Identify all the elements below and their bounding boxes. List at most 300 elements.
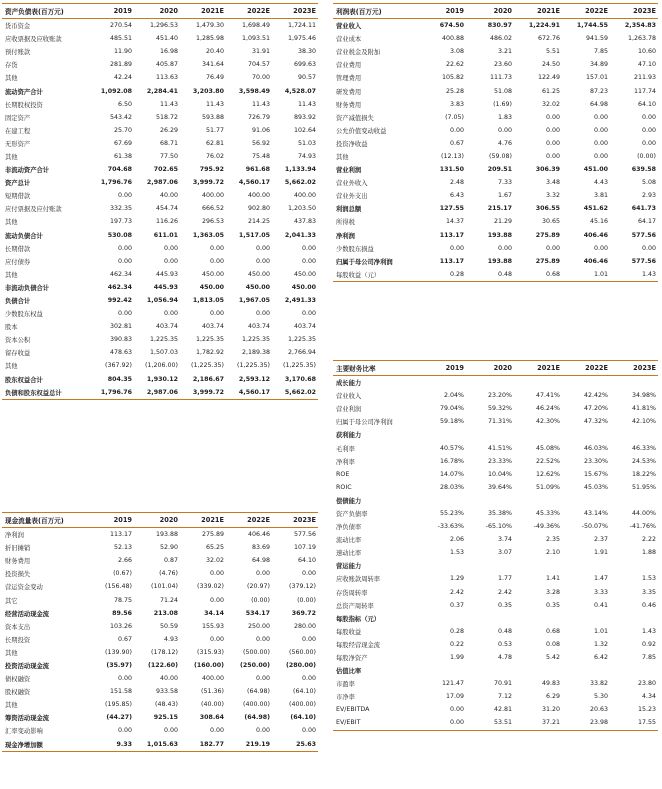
- cell-value: 83.69: [251, 544, 270, 552]
- table-row: [2, 281, 318, 294]
- cell-value: 1.77: [497, 575, 512, 583]
- cell-value: [610, 612, 658, 625]
- cell-value: 34.14: [204, 609, 224, 617]
- row-label: 其他: [5, 75, 18, 83]
- cell-value: -49.36%: [533, 523, 560, 531]
- row-label: 财务费用: [336, 101, 362, 109]
- cell-value: 1,507.03: [149, 349, 178, 357]
- cell-value: 674.50: [439, 22, 464, 30]
- cell-value: 7.33: [497, 179, 512, 187]
- cell-value: 121.47: [441, 680, 464, 688]
- cell-value: 0.68: [514, 268, 562, 282]
- table-row: [2, 541, 318, 554]
- cell-value: 39.64%: [487, 483, 512, 491]
- cell-value: 24.53%: [631, 457, 656, 465]
- table-row: [2, 268, 318, 281]
- cell-value: [466, 664, 514, 677]
- cell-value: 2,987.06: [146, 179, 178, 187]
- table-row: [2, 659, 318, 672]
- table-row: [333, 124, 658, 137]
- cell-value: 2,186.67: [192, 375, 224, 383]
- section-row: [333, 376, 658, 390]
- row-label: 资产减值损失: [336, 114, 374, 122]
- table-row: [333, 625, 658, 638]
- cell-value: 450.00: [201, 270, 224, 278]
- cell-value: 0.00: [449, 706, 464, 714]
- cell-value: 0.37: [449, 601, 464, 609]
- cell-value: 941.59: [585, 35, 608, 43]
- cell-value: [610, 494, 658, 507]
- table-row: [333, 586, 658, 599]
- cell-value: [610, 664, 658, 677]
- cell-value: 593.88: [201, 113, 224, 121]
- cell-value: 462.34: [107, 283, 132, 291]
- year-header: 2020: [134, 513, 180, 528]
- cell-value: (280.00): [285, 661, 316, 669]
- cell-value: 5,662.02: [284, 179, 316, 187]
- row-label: 营业收入: [336, 23, 362, 31]
- cell-value: (500.00): [243, 648, 270, 656]
- cell-value: 726.79: [247, 113, 270, 121]
- cell-value: 59.18%: [439, 418, 464, 426]
- cell-value: [562, 559, 610, 572]
- cell-value: 1,724.11: [287, 22, 316, 30]
- cell-value: 666.52: [201, 205, 224, 213]
- section-row: [333, 664, 658, 677]
- cell-value: 64.98: [589, 100, 608, 108]
- table-row: [2, 738, 318, 752]
- cell-value: 405.87: [155, 61, 178, 69]
- cell-value: 64.17: [637, 218, 656, 226]
- cell-value: 0.00: [301, 310, 316, 318]
- table-header: [333, 4, 658, 19]
- cell-value: 74.93: [297, 152, 316, 160]
- cell-value: (560.00): [289, 648, 316, 656]
- cell-value: (160.00): [193, 661, 224, 669]
- row-label: 其他: [5, 153, 18, 161]
- cell-value: 32.02: [541, 100, 560, 108]
- cell-value: 641.73: [631, 205, 656, 213]
- cell-value: 182.77: [180, 738, 226, 752]
- row-label: 流动负债合计: [5, 232, 43, 240]
- cell-value: 0.00: [209, 570, 224, 578]
- row-label: 非流动负债合计: [5, 284, 50, 292]
- row-label: 每股经营现金流: [336, 641, 381, 649]
- cell-value: 107.19: [293, 544, 316, 552]
- cell-value: [562, 376, 610, 390]
- cell-value: 1,479.30: [195, 22, 224, 30]
- cell-value: 18.22%: [631, 470, 656, 478]
- cell-value: 47.32%: [583, 418, 608, 426]
- cell-value: 37.21: [514, 716, 562, 730]
- cell-value: 0.00: [117, 727, 132, 735]
- cell-value: 209.51: [487, 166, 512, 174]
- cell-value: 1,930.12: [146, 375, 178, 383]
- cell-value: 2.66: [117, 557, 132, 565]
- cell-value: 250.00: [247, 622, 270, 630]
- table-row: [2, 32, 318, 45]
- cell-value: 213.08: [153, 609, 178, 617]
- cell-value: 1.01: [593, 627, 608, 635]
- cell-value: 4,560.17: [226, 386, 272, 400]
- cell-value: 25.70: [113, 126, 132, 134]
- cell-value: 2,354.83: [624, 22, 656, 30]
- row-label: 营业成本: [336, 36, 362, 44]
- table-title: 主要财务比率: [333, 361, 418, 376]
- cell-value: 0.00: [301, 257, 316, 265]
- cell-value: 390.83: [109, 336, 132, 344]
- cell-value: 64.10: [637, 100, 656, 108]
- cell-value: 450.00: [199, 283, 224, 291]
- cell-value: 0.00: [593, 244, 608, 252]
- cell-value: [610, 428, 658, 441]
- cell-value: 51.08: [493, 87, 512, 95]
- table-row: [2, 593, 318, 606]
- row-label: 长期投资: [5, 636, 31, 644]
- cell-value: 70.91: [493, 680, 512, 688]
- row-label: 股权融资: [5, 689, 31, 697]
- cell-value: 44.00%: [631, 509, 656, 517]
- cell-value: 0.48: [497, 627, 512, 635]
- cell-value: 543.42: [109, 113, 132, 121]
- cell-value: 0.00: [545, 152, 560, 160]
- cell-value: 1.67: [497, 192, 512, 200]
- cell-value: 933.58: [155, 688, 178, 696]
- cell-value: 71.31%: [487, 418, 512, 426]
- cell-value: 3.81: [593, 192, 608, 200]
- cell-value: 4.78: [497, 654, 512, 662]
- cell-value: 1,796.76: [88, 386, 134, 400]
- cell-value: 23.60: [493, 61, 512, 69]
- row-label: 货币资金: [5, 23, 31, 31]
- cell-value: 0.00: [255, 310, 270, 318]
- year-header: 2019: [418, 361, 466, 376]
- cell-value: 53.51: [466, 716, 514, 730]
- table-row: [2, 373, 318, 386]
- cell-value: 0.00: [497, 244, 512, 252]
- table-title: 利润表(百万元): [333, 4, 418, 19]
- cell-value: 59.32%: [487, 405, 512, 413]
- cell-value: (0.00): [251, 596, 270, 604]
- cell-value: (51.36): [201, 688, 224, 696]
- cell-value: -33.63%: [437, 523, 464, 531]
- cell-value: 193.88: [487, 257, 512, 265]
- cell-value: 26.29: [159, 126, 178, 134]
- cell-value: 1,782.92: [195, 349, 224, 357]
- table-row: [2, 672, 318, 685]
- cell-value: (59.08): [489, 152, 512, 160]
- cell-value: 403.74: [201, 323, 224, 331]
- cell-value: (367.92): [105, 362, 132, 370]
- cell-value: 804.35: [107, 375, 132, 383]
- cell-value: 1.53: [641, 575, 656, 583]
- cell-value: [562, 612, 610, 625]
- table-row: [333, 98, 658, 111]
- cell-value: 131.50: [439, 166, 464, 174]
- cell-value: 0.00: [163, 244, 178, 252]
- cell-value: 0.92: [641, 640, 656, 648]
- cell-value: 1,285.98: [195, 35, 224, 43]
- cell-value: 795.92: [199, 166, 224, 174]
- cell-value: 0.00: [117, 257, 132, 265]
- cell-value: 30.65: [541, 218, 560, 226]
- cell-value: 0.00: [418, 716, 466, 730]
- row-label: 营业外收入: [336, 180, 368, 188]
- cell-value: 33.82: [589, 680, 608, 688]
- cell-value: 280.00: [293, 622, 316, 630]
- table-row: [333, 163, 658, 176]
- table-row: [2, 711, 318, 724]
- row-label: 归属于母公司净利润: [336, 258, 393, 266]
- cell-value: 1.47: [593, 575, 608, 583]
- cell-value: 3.07: [497, 549, 512, 557]
- cell-value: 1,224.91: [528, 22, 560, 30]
- cell-value: 14.07%: [439, 470, 464, 478]
- cell-value: 1,225.35: [287, 336, 316, 344]
- cell-value: 6.42: [593, 654, 608, 662]
- row-label: 非流动资产合计: [5, 167, 50, 175]
- cell-value: 77.50: [159, 152, 178, 160]
- cell-value: 42.30%: [535, 418, 560, 426]
- cell-value: 31.20: [541, 706, 560, 714]
- cell-value: 5.51: [545, 48, 560, 56]
- cell-value: 45.08%: [535, 444, 560, 452]
- table-row: [2, 528, 318, 542]
- table-row: [2, 176, 318, 189]
- cell-value: 87.23: [589, 87, 608, 95]
- cell-value: 1.43: [641, 627, 656, 635]
- year-header: 2021E: [514, 4, 562, 19]
- table-row: [2, 580, 318, 593]
- cell-value: 4.93: [163, 635, 178, 643]
- cell-value: 2,593.12: [238, 375, 270, 383]
- cell-value: 15.67%: [583, 470, 608, 478]
- cell-value: (0.00): [637, 152, 656, 160]
- cell-value: 1.91: [593, 549, 608, 557]
- cell-value: 1,092.08: [100, 87, 132, 95]
- row-label: 每股净资产: [336, 655, 368, 663]
- cell-value: 151.58: [109, 688, 132, 696]
- row-label: 存货周转率: [336, 589, 368, 597]
- cell-value: 42.10%: [631, 418, 656, 426]
- table-row: [2, 163, 318, 176]
- cell-value: 35.38%: [487, 509, 512, 517]
- row-label: 存货: [5, 62, 18, 70]
- cell-value: [466, 559, 514, 572]
- cell-value: (339.02): [197, 583, 224, 591]
- row-label: 营业利润: [336, 406, 362, 414]
- cell-value: 113.63: [155, 74, 178, 82]
- cell-value: (156.48): [105, 583, 132, 591]
- row-label: 负债合计: [5, 298, 31, 306]
- cell-value: (122.60): [147, 661, 178, 669]
- cell-value: 16.78%: [439, 457, 464, 465]
- cell-value: (0.67): [113, 570, 132, 578]
- cell-value: 0.00: [255, 635, 270, 643]
- cell-value: 1.99: [449, 654, 464, 662]
- cell-value: 3.08: [449, 48, 464, 56]
- cell-value: [466, 494, 514, 507]
- cell-value: 270.54: [109, 22, 132, 30]
- cell-value: 40.57%: [439, 444, 464, 452]
- row-label: 资本公积: [5, 337, 31, 345]
- cell-value: (379.12): [289, 583, 316, 591]
- cell-value: 1,296.53: [149, 22, 178, 30]
- cell-value: 23.20%: [487, 392, 512, 400]
- cell-value: 0.00: [301, 727, 316, 735]
- cell-value: 62.81: [205, 139, 224, 147]
- cell-value: (48.43): [155, 701, 178, 709]
- cell-value: 0.00: [545, 139, 560, 147]
- cell-value: 219.19: [226, 738, 272, 752]
- year-header: 2020: [466, 4, 514, 19]
- cell-value: (315.93): [197, 648, 224, 656]
- row-label: 其他: [5, 649, 18, 657]
- row-label: 管理费用: [336, 75, 362, 83]
- cell-value: 113.17: [109, 531, 132, 539]
- table-row: [333, 533, 658, 546]
- row-label: 现金净增加额: [2, 738, 88, 752]
- cell-value: 3,598.49: [238, 87, 270, 95]
- cell-value: 78.75: [113, 596, 132, 604]
- cell-value: 0.46: [641, 601, 656, 609]
- cell-value: 3,203.80: [192, 87, 224, 95]
- cell-value: 1,363.05: [192, 231, 224, 239]
- row-label: 长期股权投资: [5, 101, 43, 109]
- cell-value: 6.50: [117, 100, 132, 108]
- cell-value: 67.69: [113, 139, 132, 147]
- table-row: [2, 554, 318, 567]
- cell-value: 117.74: [633, 87, 656, 95]
- cell-value: 450.00: [247, 270, 270, 278]
- table-row: [333, 507, 658, 520]
- cell-value: 23.98: [562, 716, 610, 730]
- cell-value: 46.24%: [535, 405, 560, 413]
- cell-value: 3,999.72: [192, 179, 224, 187]
- table-row: [333, 651, 658, 664]
- year-header: 2019: [88, 4, 134, 19]
- cell-value: 3.32: [545, 192, 560, 200]
- row-label: 其他: [336, 153, 349, 161]
- cell-value: 103.26: [109, 622, 132, 630]
- table-row: [2, 84, 318, 97]
- cell-value: 2,284.41: [146, 87, 178, 95]
- cell-value: 704.57: [247, 61, 270, 69]
- year-header: 2019: [88, 513, 134, 528]
- cell-value: (40.00): [201, 701, 224, 709]
- balance-sheet-table: [2, 3, 318, 400]
- cell-value: 341.64: [201, 61, 224, 69]
- row-label: 净负债率: [336, 524, 362, 532]
- cell-value: 400.00: [201, 675, 224, 683]
- cell-value: 0.00: [209, 596, 224, 604]
- cell-value: 2.22: [641, 536, 656, 544]
- cell-value: 1.01: [562, 268, 610, 282]
- cell-value: 454.74: [155, 205, 178, 213]
- cell-value: 40.00: [159, 675, 178, 683]
- row-label: 其他: [5, 363, 18, 371]
- table-row: [333, 455, 658, 468]
- table-row: [333, 415, 658, 428]
- table-row: [2, 124, 318, 137]
- cell-value: 306.39: [535, 166, 560, 174]
- cell-value: 478.63: [109, 349, 132, 357]
- cell-value: 5.30: [593, 693, 608, 701]
- cell-value: 34.98%: [631, 392, 656, 400]
- cell-value: -41.76%: [629, 523, 656, 531]
- year-header: 2023E: [610, 361, 658, 376]
- cell-value: 24.50: [541, 61, 560, 69]
- cell-value: (64.98): [244, 714, 270, 722]
- year-header: 2022E: [226, 513, 272, 528]
- cell-value: 2.93: [641, 192, 656, 200]
- table-row: [2, 307, 318, 320]
- cell-value: 113.17: [439, 231, 464, 239]
- cell-value: 2.35: [545, 536, 560, 544]
- cell-value: 406.46: [583, 231, 608, 239]
- cell-value: 296.53: [201, 218, 224, 226]
- row-label: 经营活动现金流: [5, 610, 50, 618]
- table-row: [2, 346, 318, 359]
- cell-value: 275.89: [535, 257, 560, 265]
- cell-value: 47.41%: [535, 392, 560, 400]
- cell-value: 3,170.68: [284, 375, 316, 383]
- cell-value: 5.42: [545, 654, 560, 662]
- cell-value: 0.00: [301, 244, 316, 252]
- cell-value: 79.04%: [439, 405, 464, 413]
- cell-value: 450.00: [291, 283, 316, 291]
- cell-value: 451.40: [155, 35, 178, 43]
- cell-value: (35.97): [106, 661, 132, 669]
- cell-value: 400.00: [293, 192, 316, 200]
- row-label: 流动比率: [336, 537, 362, 545]
- year-header: 2021E: [514, 361, 562, 376]
- cell-value: 451.00: [583, 166, 608, 174]
- year-header: 2021E: [180, 4, 226, 19]
- cell-value: 902.80: [247, 205, 270, 213]
- cell-value: 5,662.02: [272, 386, 318, 400]
- cell-value: 76.49: [205, 74, 224, 82]
- cell-value: (1,225.35): [191, 362, 224, 370]
- year-header: 2023E: [610, 4, 658, 19]
- cell-value: 14.37: [445, 218, 464, 226]
- row-label: 无形资产: [5, 140, 31, 148]
- cell-value: 1,093.51: [241, 35, 270, 43]
- cell-value: 403.74: [155, 323, 178, 331]
- cell-value: 0.00: [301, 570, 316, 578]
- cell-value: 155.93: [201, 622, 224, 630]
- table-row: [2, 58, 318, 71]
- row-label: 每股收益（元）: [333, 268, 418, 282]
- cell-value: 47.10: [637, 61, 656, 69]
- cell-value: (0.00): [297, 596, 316, 604]
- cell-value: 50.59: [159, 622, 178, 630]
- cell-value: 1,015.63: [134, 738, 180, 752]
- year-header: 2023E: [272, 513, 318, 528]
- cell-value: 64.98: [251, 557, 270, 565]
- cell-value: 275.89: [201, 531, 224, 539]
- cell-value: [514, 494, 562, 507]
- cell-value: (1,206.00): [145, 362, 178, 370]
- cell-value: 45.33%: [535, 509, 560, 517]
- section-row: [333, 428, 658, 441]
- cell-value: 3.28: [545, 588, 560, 596]
- table-row: [333, 402, 658, 415]
- cell-value: 21.29: [493, 218, 512, 226]
- cell-value: 47.20%: [583, 405, 608, 413]
- cell-value: 1,263.78: [627, 35, 656, 43]
- cell-value: 2,041.33: [284, 231, 316, 239]
